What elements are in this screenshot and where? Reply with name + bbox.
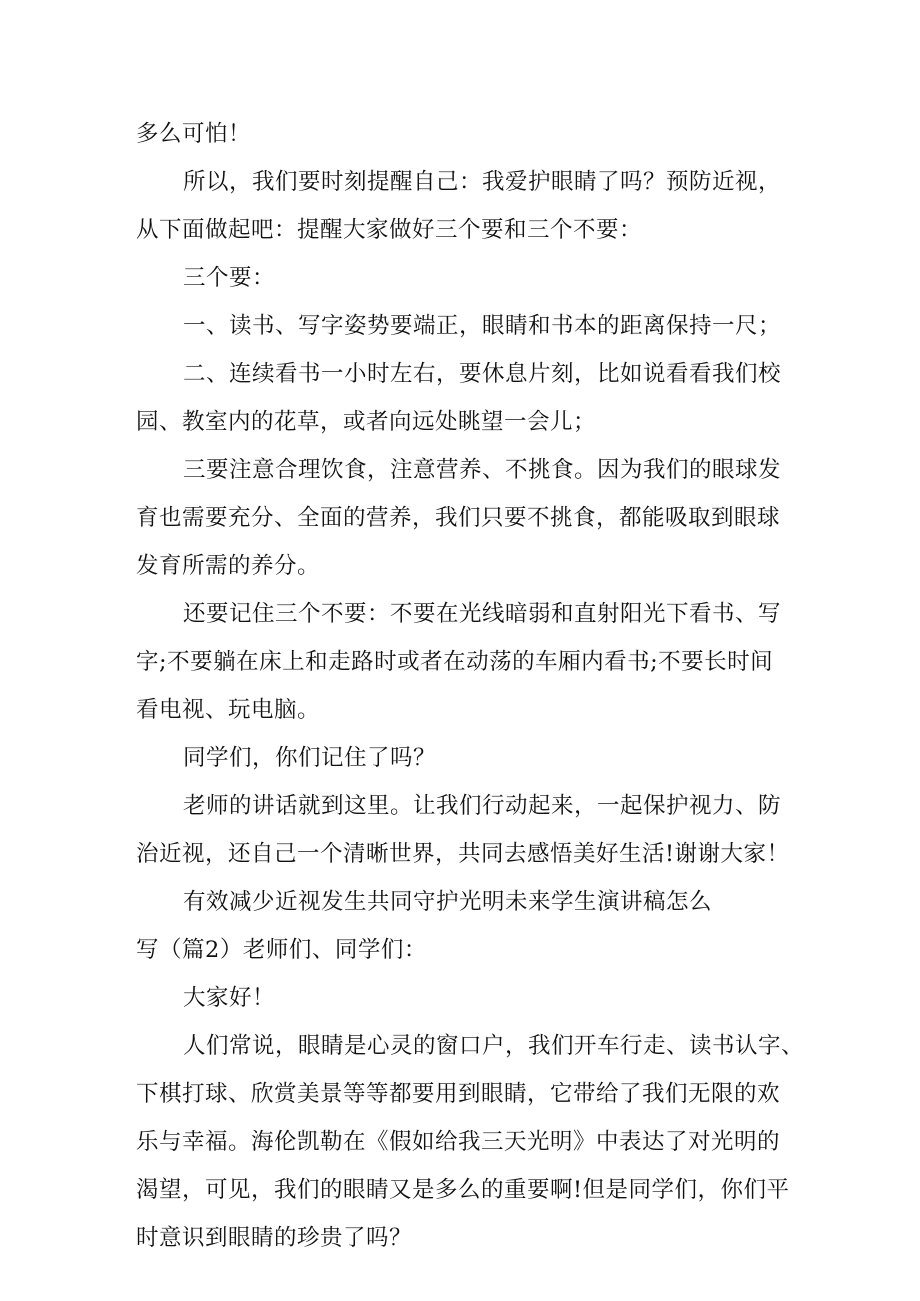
text-line: 从下面做起吧：提醒大家做好三个要和三个不要： — [136, 217, 643, 243]
text-line: 有效减少近视发生共同守护光明未来学生演讲稿怎么 — [183, 889, 713, 915]
text-line: 时意识到眼睛的珍贵了吗？ — [136, 1225, 413, 1251]
text-line: 看电视、玩电脑。 — [136, 697, 321, 723]
text-line: 三个要： — [183, 265, 276, 291]
text-line: 发育所需的养分。 — [136, 553, 321, 579]
text-line: 一、读书、写字姿势要端正，眼睛和书本的距离保持一尺； — [183, 313, 782, 339]
text-line: 多么可怕！ — [136, 121, 252, 147]
text-line: 写（篇2）老师们、同学们： — [136, 937, 427, 963]
text-line: 二、连续看书一小时左右，要休息片刻，比如说看看我们校 — [183, 361, 782, 387]
document-body — [136, 110, 805, 1262]
text-line: 同学们，你们记住了吗？ — [183, 745, 437, 771]
text-line: 渴望，可见，我们的眼睛又是多么的重要啊!但是同学们，你们平 — [136, 1177, 790, 1203]
text-line: 园、教室内的花草，或者向远处眺望一会儿； — [136, 409, 597, 435]
text-line: 治近视，还自己一个清晰世界，共同去感悟美好生活!谢谢大家！ — [136, 841, 790, 867]
text-line: 大家好！ — [183, 985, 276, 1011]
text-line: 乐与幸福。海伦凯勒在《假如给我三天光明》中表达了对光明的 — [136, 1129, 781, 1155]
text-line: 字;不要躺在床上和走路时或者在动荡的车厢内看书;不要长时间 — [136, 649, 774, 675]
text-line: 还要记住三个不要：不要在光线暗弱和直射阳光下看书、写 — [183, 601, 782, 627]
text-line: 老师的讲话就到这里。让我们行动起来，一起保护视力、防 — [183, 793, 782, 819]
text-line: 人们常说，眼睛是心灵的窗口户，我们开车行走、读书认字、 — [183, 1033, 805, 1059]
text-line: 所以，我们要时刻提醒自己：我爱护眼睛了吗？预防近视， — [183, 169, 782, 195]
text-line: 下棋打球、欣赏美景等等都要用到眼睛，它带给了我们无限的欢 — [136, 1081, 781, 1107]
text-line: 育也需要充分、全面的营养，我们只要不挑食，都能吸取到眼球 — [136, 505, 781, 531]
text-line: 三要注意合理饮食，注意营养、不挑食。因为我们的眼球发 — [183, 457, 782, 483]
